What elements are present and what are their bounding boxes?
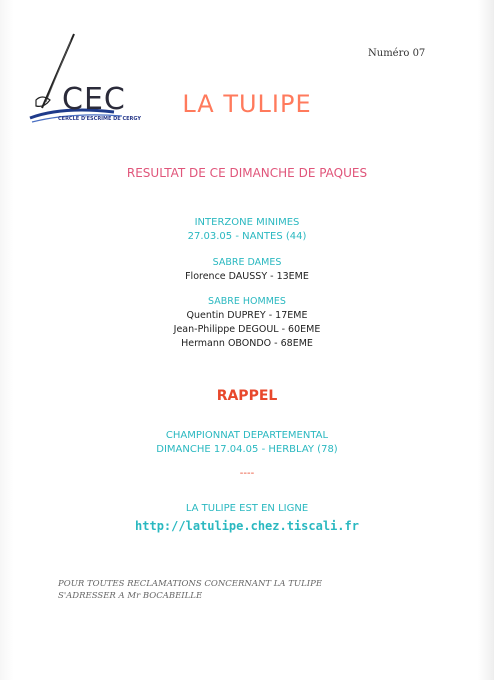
website-url: http://latulipe.chez.tiscali.fr — [135, 519, 359, 533]
result-entry: Florence DAUSSY - 13EME — [185, 271, 309, 282]
group-title: SABRE DAMES — [212, 257, 282, 268]
rappel-heading: RAPPEL — [216, 388, 278, 404]
event-date: 27.03.05 - NANTES (44) — [187, 231, 307, 242]
rappel-line-2: DIMANCHE 17.04.05 - HERBLAY (78) — [156, 444, 338, 455]
online-notice: LA TULIPE EST EN LIGNE — [185, 503, 309, 514]
newsletter-title: LA TULIPE — [182, 90, 312, 118]
result-entry: Jean-Philippe DEGOUL - 60EME — [173, 324, 321, 335]
result-entry: Hermann OBONDO - 68EME — [181, 338, 313, 349]
issue-number: Numéro 07 — [368, 48, 426, 59]
event-title: INTERZONE MINIMES — [194, 217, 300, 228]
footer-line-1: POUR TOUTES RECLAMATIONS CONCERNANT LA TULIPE — [58, 579, 323, 589]
logo-subtitle: CERCLE D'ESCRIME DE CERGY — [58, 116, 142, 122]
logo-text: CEC — [62, 82, 126, 117]
separator: ---- — [239, 468, 255, 479]
rappel-line-1: CHAMPIONNAT DEPARTEMENTAL — [165, 430, 329, 441]
footer-line-2: S'ADRESSER A Mr BOCABEILLE — [58, 591, 203, 601]
result-entry: Quentin DUPREY - 17EME — [186, 310, 308, 321]
group-title: SABRE HOMMES — [208, 296, 286, 307]
results-heading: RESULTAT DE CE DIMANCHE DE PAQUES — [126, 166, 368, 180]
